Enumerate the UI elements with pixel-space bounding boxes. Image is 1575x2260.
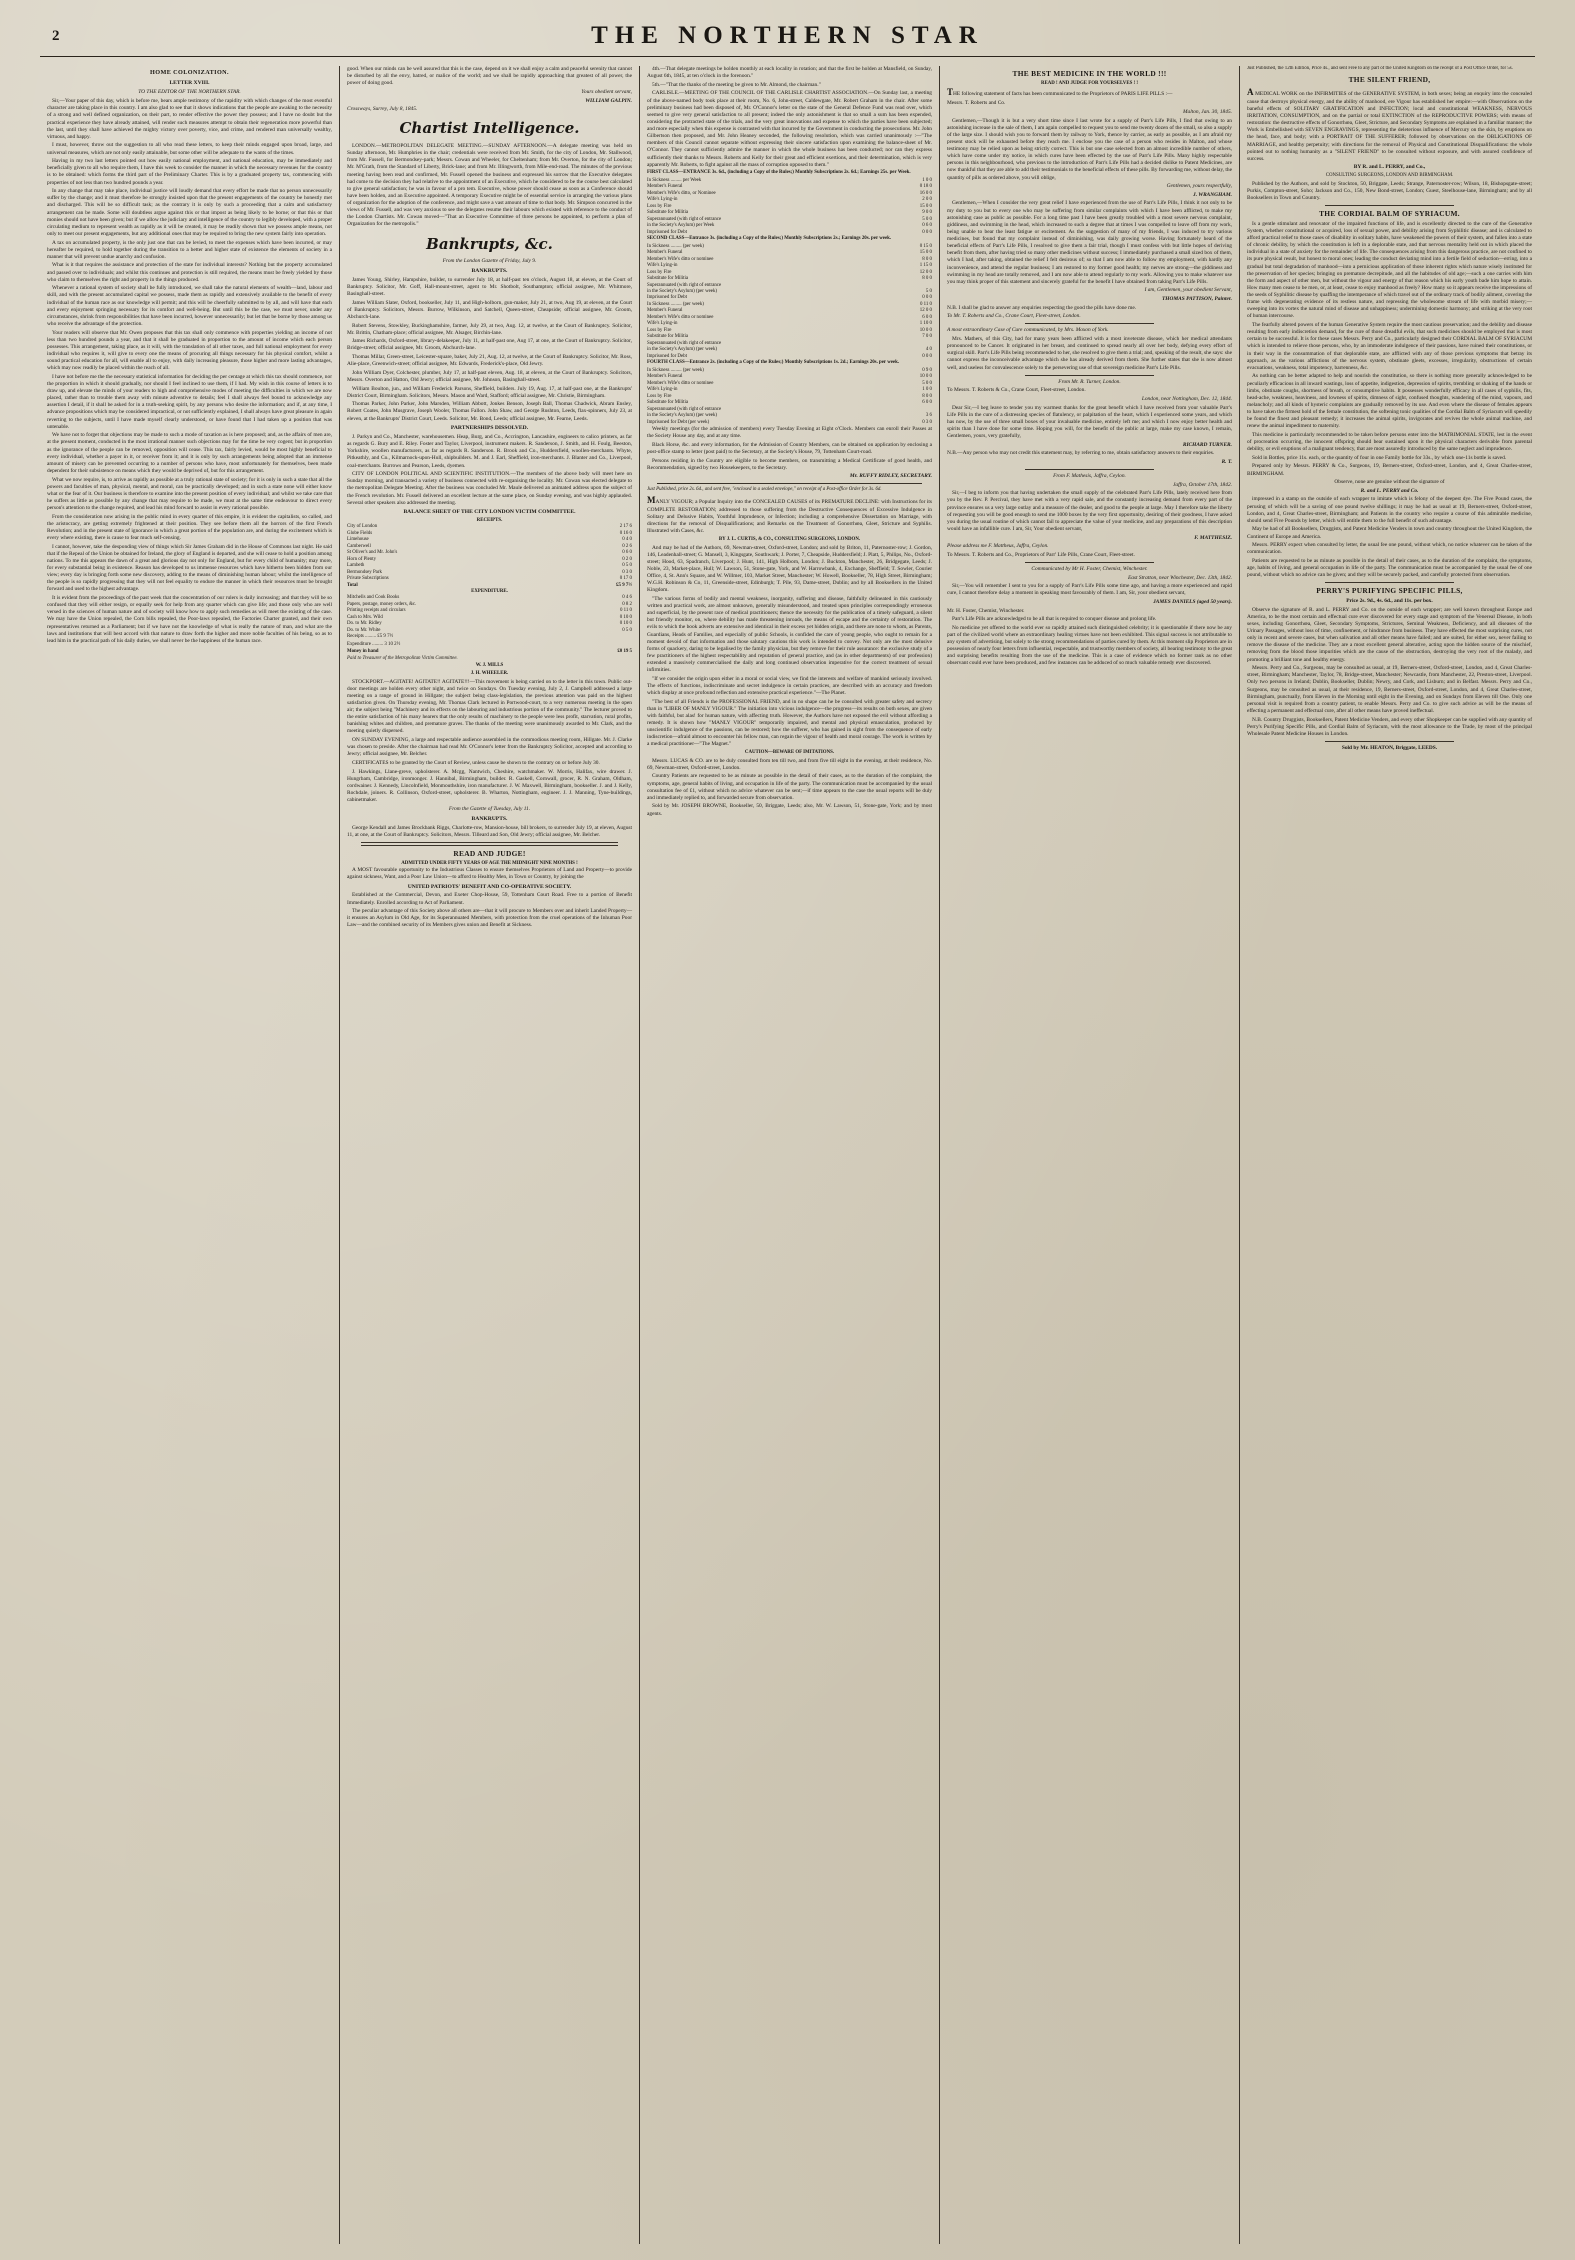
bankrupt-entry: William Boulton, jun., and William Frederick Parsons, Sheffield, builders. July 19, Aug. 17, at half-past one, at the Bankrupts' District Court, Birmingham. Solicitors, Messrs. Mason and Ward, Stafford; official assignee, Mr. Christie, Birmingham. [347,385,632,399]
paragraph: J. Parkyn and Co., Manchester, warehousemen. Heap, Burg, and Co., Accrington, Lancashire, engineers to calico printers, as far as regards G. Bury and E. Riley. Foster and Taylor, Liverpool, instrument makers. R. Sanderson, J. Smith, and H. Foulg, Beeston, Yorkshire, woollen manufacturers, as far as regards R. Sanderson. R. Brook and Co., Huddersfield, woollen-merchants. Whyte, Pitkeathly, and Co., Kilmarnock-upon-Hull, shipbuilders. M. and J. Earl, Sheffield, iron-merchants. J. Blanter and Co., Liverpool, coal-merchants. Burrows and Pearson, Leeds, dyemen. [347,434,632,469]
benefit-label: Wife's Lying-in [647,387,678,393]
benefit-label: Superannuated (with right of entrance [647,216,722,222]
paragraph: Prepared only by Messrs. PERRY & Co., Surgeons, 19, Berners-street, Oxford-street, London, and 4, Great Charles-street, BIRMINGHAM. [1247,463,1532,477]
divider [361,842,618,846]
perry-pills-heading: PERRY'S PURIFYING SPECIFIC PILLS, [1316,586,1463,596]
benefit-label: Member's Wife's ditto or nominee [647,380,714,386]
column-3 [640,66,940,2244]
benefit-value: 12 0 0 [919,308,932,314]
benefit-value: 1 0 0 [922,177,932,183]
benefit-value: 5 0 [925,289,932,294]
expenditure-summary: Expenditure ......... 3 10 2½ [347,641,401,647]
paragraph: Messrs. PERRY expect when consulted by letter, the usual fee one pound, without which, no notice whatever can be taken of the communication. [1247,542,1532,556]
nb-note: N.B.—Any person who may not credit this statement may, by referring to me, obtain satisfactory answers to their enquiries. [947,450,1215,457]
paragraph: No medicine yet offered to the world ever so rapidly attained such distinguished celebrity; it is questionable if there now be any part of the civilized world where an extraordinary healing virtues have not been exhibited. This signal success is not attributable to any system of advertising, but solely to the strong recommendations of parties cured by them. At this moment slip Proprietors are in possession of nearly four letters from influential, respectable, and trustworthy members of society, all bearing testimony to the great and surprising benefits resulting from the use of the medicine. This is a case of evidence which no former rank as no other observant could ever have been produced, and few instances can be adduced of so much valuable remedy ever discovered. [947,624,1232,667]
benefit-label: In Sickness ......... (per week) [647,243,704,249]
paragraph: A MOST favourable opportunity to the Industrious Classes to ensure themselves Proprietors of Land and Property—to provide against sickness, Want, and a Poor Law Union—to afford to Healthy Men, in Town or Country, by joining the [347,866,632,880]
benefit-label: Member's Wife's ditto, or Nominee [647,190,716,196]
read-judge-line: READ ! AND JUDGE FOR YOURSELVES ! ! [1040,80,1139,86]
paragraph: THE following statement of facts has been communicated to the Proprietors of PARIS LIFE PILLS :— [947,86,1173,97]
testimonial-heading: From F. Mathesis, Jaffra, Ceylon. [1053,473,1126,480]
paragraph: Sold by Mr. JOSEPH BROWNE, Bookseller, 50, Briggate, Leeds; also, Mr. W. Lawson, 51, Stone-gate, York; and by most agents. [647,803,932,817]
paragraph: impressed in a stamp on the outside of each wrapper to imitate which is felony of the deepest dye. The Five Pound cases, the perusing of which will be a saving of one pound twelve shillings; it may be had as usual at 19, Berners-street, Oxford-street, London, and 4, Great Charles-street, Birmingham; and Patients in the country who require a course of this admirable medicine, should send Five Pounds by letter, which will entitle them to the full benefit of such advantage. [1247,496,1532,524]
paragraph: J. Hawkings, Llane-greve, upholsterer. A. Mcgg, Nantwich, Cheshire, watchmaker. W. Morris, Halifax, wire drawer. J. Hungrbam, Cambridge, ironmonger. J. Hannibal, Birmingham, builder. R. Gaskell, Cornwall, grocer, R. N. Graham, Oldham, cordwainer. J. Kennedy, Lincolnfield, Monmouthshire, iron manufacturer. J. W. Maxwell, Birmingham, bookseller. J. and J. Kelly, Rochdale, joiners. R. Collinson, Oxford-street, upholsterer. B. Wharton, Nottingham, engineer. J. J. Manning, Tyne-buildings, cabinetmaker. [347,768,632,804]
benefit-value: 0 11 0 [919,301,932,307]
paragraph: I have not before me the the necessary statistical information for deciding the per centage at which this tax should commence, nor the proportion in which it should gradually, nor should I feel inclined to use them, if I had. My wish in this course of letters is to draw up, and elevate the minds of your readers to high and comprehensive modes of meeting the difficulties in which we are now placed, rather than to trouble them away with minute adventive to details; feel I shall always feel bound to acknowledge any assertion I detail, if it shall be asked for in a truth-seeking spirit, by any persons who desire the information; and if, at any time, I advance propositions which may be considered impractical, or not sufficiently explained, I shall always have great pleasure in again reverting to the subjects, until I have made myself clearly understood, or have found that I had taken up a position that was untenable. [47,373,332,430]
receipt-value: 2 17 6 [619,524,632,530]
first-class-table [647,178,932,236]
paragraph: Your readers will observe that Mr. Owen proposes that this tax shall only commence with properties yielding an income of not less than two hundred pounds a year, and that it shall be graduated in proportion to the amount of income which each person possesses. This arrangement, taking place, as it will, with the translation of all other taxes, and full national employment for every individual who requires it, will give to every one the means of procuring all things necessary for his physical comfort, whilst a sound practical education for all, will enable all to enjoy, with daily increasing pleasure, those higher and more lasting advantages, which may now readily be placed within the reach of all. [47,329,332,372]
letter-date: Malton, Jan. 30, 1845. [1183,108,1232,115]
benefit-value: 3 6 [925,413,932,419]
benefit-label: Imprisoned for Debt [647,229,687,235]
benefit-value: 0 9 0 [922,367,932,373]
second-class-heading: SECOND CLASS—Entrance 3s. (including a Copy of the Rules;) Monthly Subscriptions 2s.; Earnings 20s. per week. [647,236,892,242]
united-patriots-heading: UNITED PATRIOTS' BENEFIT AND CO-OPERATIVE SOCIETY. [407,883,572,890]
publication-note: Just Published, the 12th Edition, Price 4s., and sent Free to any part of the United Kingdom on the receipt of a Post Office Order, for 5s. [1247,66,1513,71]
benefit-label: Member's Funeral [647,250,683,256]
paragraph: Sir,—I beg to inform you that having undertaken the small supply of the celebrated Parr's Life Pills, lately received here from you by the Rev. P. Percival, they have met with a very rapid sale, and the constantly increasing demand from every part of the province ensures us a very large outlay and a measure of the dealer, and good to the people at large. May I therefore take the liberty of requesting you will be good enough to send me 1000 boxes by the very first opportunity, desiring of their goodness, I have asked you during the usual routine of which cannot fail to appreciate the value of your medicine, and any preparations of this description would have an infallible cure. I am, Sir, Your obedient servant, [947,490,1232,532]
receipt-value: 0 2 6 [622,543,632,549]
benefit-label: Substitute for Militia [647,400,689,406]
receipt-value: 0 3 0 [622,569,632,575]
read-and-judge-heading: READ AND JUDGE! [453,848,526,858]
benefit-value: 16 0 0 [919,190,932,196]
paragraph: Whenever a rational system of society shall be fully introduced, we shall take the natural elements of wealth—land, labour and skill, and with the present accumulated capital we possess, made them as rapidly and extensively available to the benefit of every individual of the human race as our knowledge will permit; and this will be cheerfully submitted to by all, and will have that each and every enjoyment springing necessary for its comfort and well-being. But until this be the case, we must never, under any circumstances, shrink from responsibilities that have been incurred, however unnecessarily; but let that be borne by those among us who receive the advantage of the protection. [47,285,332,327]
benefit-value: 7 0 0 [922,334,932,340]
benefit-label: Substitute for Militia [647,210,689,216]
third-class-table [647,302,932,360]
valediction: I am, Gentlemen, your obedient Servant, [1144,287,1232,294]
paragraph: What we now require, is, to arrive as rapidly as possible at a truly rational state of society; for it is only in such a state that all the powers and faculties of man, physical, mental, and moral, can be practically developed; and in such a state none will either know what or the fear of it. Our business is therefore to examine into the present position of every individual; and whilst we take care that he suffers as little as possible by any change that may require to be made, we must at the same time endeavour to direct every person's attention to the change required, and lead his mind forward to assist in every rational possible. [47,476,332,512]
receipts-total-label: Total [347,582,358,588]
signature: THOMAS PATTISON, Painter. [1162,296,1232,303]
benefit-value: 1 10 0 [919,321,932,327]
benefit-label: Loss by Fire [647,393,672,399]
benefit-label: Member's Wife's ditto or nominee [647,256,714,262]
benefit-value: 0 0 0 [922,353,932,359]
paragraph: A MEDICAL WORK on the INFIRMITIES of the GENERATIVE SYSTEM, in both sexes; being an enquiry into the concealed cause that destroys physical energy, and the ability of manhood, ere Vigour has established her empire:—with Observations on the baneful effects of SOLITARY GRATIFICATION and INFECTION; local and constitutional WEAKNESS, NERVOUS IRRITATION, CONSUMPTION, and on the partial or total EXTINCTION of the REPRODUCTIVE POWERS; with means of restoration: the destructive effects of Gonorrhœa, Gleet, Stricture, and Secondary Symptoms are explained in a familiar manner; the Work is Embellished with SEVEN ENGRAVINGS, representing the deleterious influence of Mercury on the skin, by eruptions on the head, face, and body; with a PORTRAIT OF THE SUFFERER; followed by observations on the OBLIGATIONS OF MARRIAGE, and healthy perpetuity; with directions for the removal of Physical and Constitutional Disqualifications: the whole pointed out to nothing humanity as a "SILENT FRIEND" to be consulted without exposure, and with assured confidence of success. [1247,86,1532,162]
caution-heading: CAUTION—BEWARE OF IMITATIONS. [744,750,835,755]
signature: F. MATTHESIZ. [1194,534,1232,541]
divider [1025,323,1153,324]
receipts-summary: Receipts ......... £5 9 7½ [347,633,394,639]
expense-label: Cash to Mrs. Wild [347,614,383,620]
letter-date: Jaffra, October 17th, 1842. [1173,481,1232,488]
benefit-label: Loss by Fire [647,327,672,333]
benefit-label: Substitute for Militia [647,276,689,282]
benefit-value: 0 15 0 [919,243,932,249]
paragraph: LONDON.—METROPOLITAN DELEGATE MEETING.—SUNDAY AFTERNOON.—A delegate meeting was held on Sunday afternoon, Mr. Humphries in the chair; credentials were received from Mr. Smith, for the city of London, Mr. Stallwood, from Mr. Fussell, for Bermondsey-park; Messrs. Cowan and Wheeler, for Cheltenham; from Mr. Overton, for the city of London; Mr. M'Grath, from the Standard of Liberty, Brick-lane; and from Mr. Illingworth, from Mile-end-road. The minutes of the previous meeting having been read and confirmed, Mr. Fussell opened the business and expressed his sorrow that the Executive delegates had come to the decision they had relative to the appointment of an Executive, which he considered to be the course best calculated to give general satisfaction; he was in favour of a pro tem. Executive, whose power should cease as soon as a Conference should have been holden, and an Executive appointed. A temporary Executive might be of essential service in arranging the various plans of organization for the adoption of the conference, and might save a vast amount of time to that body. Mr. Simpson concurred in the views of Mr. Fussell, and was very anxious to see the delegates resume their labours which existed with reference to the conduct of the London Chartists. Mr. Cowan moved—"That an Executive Committee of three persons be appointed, to perform a plan of Organization for the metropolis." [347,143,632,228]
benefit-value: 10 0 0 [919,327,932,333]
fourth-class-table [647,368,932,426]
benefit-value: 6 0 0 [922,400,932,406]
expense-label: Papers, postage, money orders, &c. [347,601,417,607]
receipt-label: Horn of Plenty [347,556,377,562]
benefit-value: 1 15 0 [919,263,932,269]
benefit-label: Loss by Fire [647,203,672,209]
receipt-label: Globe Fields [347,530,373,536]
receipt-value: 0 2 0 [622,556,632,562]
paragraph: From the consideration now arising in the public mind in every quarter of this empire, it is evident the capitalists, so called, and the aristocracy, are getting extremely frightened at their position. They see before them all the horrors of the first French Revolution; and in the present state of ignorance in which a great portion of the population are, and during the excitement which is every where existing, there is cause to fear much self-censing. [47,513,332,542]
balance-value: £0 19 5 [617,649,632,655]
benefit-value: 8 0 0 [922,256,932,262]
benefit-label: in the Society's Asylum) per Week [647,223,715,229]
paragraph: Gentlemen,—When I consider the very great relief I have experienced from the use of Parr's Life Pills, I think it not only to be my duty to you but to every one who may be suffering from similar complaints with which I have been afflicted, to make my astonishing case as public as possible. For a long time past I have been greatly troubled with a most severe nervous complaint, giddiness, and swimming in the head, which increased to such a degree that at times I was compelled to leave off from my work, being unable to bear the least fatigue or excitement. As the suggestion of many of my friends, I was induced to try various medicines, but found that my complaint instead of diminishing, was daily growing worse. Having fortunately heard of the beneficial effects of Parr's Life Pills, I resolved to give them a fair trial, though I must confess with but little hopes of deriving benefit from them, after having tried so many other medicines without success; I immediately purchased a small sized box of them, which I had, after taking, obtained the relief I felt desirous of; so that I am now able to follow my employment, with hardly any inconvenience, and attend the regular business; I am restored to my former good health; my nerves are strong—the giddiness and swimming in my head are totally removed, and I am now able to attend regularly to my work. Allowing you to make whatever use you may think proper of this statement and sincerely grateful for the benefit I have obtained from taking Parr's Life Pills. [947,200,1232,285]
benefit-label: Imprisoned for Debt [647,353,687,359]
nb-note: N.B. I shall be glad to answer any enquiries respecting the good the pills have done me. [947,304,1137,311]
benefit-value: 5 0 0 [922,216,932,222]
benefit-value: 10 0 0 [919,374,932,380]
author-line: BY J. L. CURTIS, & CO., CONSULTING SURGEONS, LONDON. [718,536,861,542]
paragraph: 5th.—"That the thanks of the meeting be given to Mr. Almond, the chairman." [652,81,821,88]
benefit-label: in the Society's Asylum) (per week) [647,347,718,353]
paragraph: What is it that requires the assistance and protection of the state for individual interests? Nothing but the property accumulated and passed over to individuals; and whilst this continues and protection is still required, the means must be freely yielded by those who claim to themselves the right and property in the things produced. [47,262,332,283]
receipt-label: Lambeth [347,563,365,569]
benefit-label: in the Society's Asylum) (per week) [647,289,718,294]
benefit-value: 0 18 0 [919,184,932,190]
paragraph: It is evident from the proceedings of the past week that the concentration of our rulers is daily increasing; and that they will be so confused that they will either resign, or equally seek for help from any quarter which can give life; and those only who are well versed in the sciences of human nature and of society will know how to apply such remedies as will meet the existing of the case. We may have the Union repealed, the Corn bills repealed, the Poor-laws repealed, the Factories Charter granted, and their own representatives returned as a Parliament; but if we have not the knowledge of what is really the nature of man, and what are the laws and institutions that will best accord with that nature to draw forth the higher and more noble faculties of his being, so as to lead him in the practical path of his daily duties, we shall never be the happiness of the human race. [47,595,332,644]
benefit-label: Imprisoned for Debt [647,295,687,301]
bankrupts-title: Bankrupts, &c. [426,234,553,253]
paragraph: STOCKPORT.—AGITATE! AGITATE!! AGITATE!!!—This movement is being carried on to the letter in this town. Public out-door meetings are holden every other night, and twice on Sundays. On Tuesday evening, July 2, J. Campbell addressed a large meeting on a range of ground in Hillgate; the subject being class-legislation, the previous attention was paid on the highest satisfaction given. On Thursday evening, Mr. Thomas Clark lectured in Portwood-court, to a very numerous meeting in the open air; the subject being "Machinery and its effects on the labouring and industrious portion of the community." The lecturer proved to the entire satisfaction of his many hearers that the only results of machinery to the people were less profit, starvation, rural profits, banishing whites and children, and premature graves. The thanks of the meeting were unanimously awarded to Mr. Clark, and the meeting quietly dispersed. [347,678,632,735]
benefit-value: 4 0 [925,347,932,353]
benefit-label: Substitute for Militia [647,334,689,340]
benefit-label: Superannuated (with right of entrance [647,282,722,288]
signature: J. WRANGHAM. [1193,191,1232,198]
benefit-label: Wife's Lying-in [647,197,678,203]
bankrupt-entry: James Young, Shirley, Hampshire, builder, to surrender July 18, at half-past ten o'clock, August 18, at eleven, at the Court of Bankruptcy. Solicitor, Mr. Goff, Hall-mount-street, agent to Mr. Shotbolt, Southampton; official assignee, Mr. Whitmore, Basinghall-street. [347,276,632,298]
benefit-label: In Sickness ......... (per week) [647,367,704,373]
article-columns [40,66,1539,2244]
masthead-title: THE NORTHERN STAR [591,22,984,49]
manly-vigour-ad: MANLY VIGOUR; a Popular Inquiry into the CONCEALED CAUSES of its PREMATURE DECLINE: with Instructions for its COMPLETE RESTORATION; addressed to those suffering from the Destructive Consequences of Excessive Indulgence in Solitary and Delusive Habits, Youthful Imprudence, or Infection; including a comprehensive Dissertation on Marriage, with directions for the removal of Disqualifications; and Remarks on the Treatment of Gonorrhœa, Gleet, Stricture and Syphilis. Illustrated with Cases, &c. [647,495,932,535]
paragraph: Sold in Bottles, price 11s. each, or the quantity of four in one Family bottle for 33s., by which one-11s bottle is saved. [1252,454,1507,461]
benefit-value: 9 0 0 [922,210,932,216]
benefit-label: Member's Funeral [647,308,683,314]
expenditure-table [347,595,632,634]
receipts-heading: RECEIPTS. [476,518,503,524]
signature: R. and L. PERRY and Co. [1360,487,1419,494]
masthead-rule [40,56,1535,57]
benefit-value: 15 0 0 [919,250,932,256]
letter-place-date: Crossways, Surrey, July 8, 1845. [347,106,418,113]
paragraph: Black Horse, &c. and every information, for the Admission of Country Members, can be obtained on application by enclosing a post-office stamp to letter (post paid) to the Secretary, at the Society's House, 79, Tottenham Court-road. [647,441,932,455]
consulting-surgeons-line: CONSULTING SURGEONS, LONDON AND BIRMINGHAM. [1325,173,1454,179]
second-class-table [647,244,932,302]
receipt-label: St Oliver's and Mr. John's [347,550,398,556]
price-line: Price 2s. 9d., 4s. 6d., and 11s. per box. [1346,598,1433,605]
paragraph: Published by the Authors, and sold by Stockton, 50, Briggate, Leeds; Strange, Paternoster-row; Wilson, 18, Bishopsgate-street; Purkis, Compton-street, Soho; Jackson and Co., 150, New Bond-street, London; Guest, Steelhouse-lane, Birmingham; and by all Booksellers in Town and Country. [1247,180,1532,201]
divider [1025,375,1153,376]
paragraph: We have not to forget that objections may be made to such a mode of taxation as is here proposed; and, as the affairs of men are, at the present moment, conducted in the most irrational manner such objections may for the time be very cogent; but in proportion as the ignorance of the people can be removed, opposition will cease. This tax, fairly levied, would be most highly beneficial to every individual, whether a payer in it, or receiver from it; and it is only by such arrangements being adopted that an immense amount of misery can be prevented occurring to a number of persons who have, most unfortunately for themselves, been made dependent for their subsistence on means which they would be deprived of, but for this arrangement. [47,432,332,474]
testimonial-heading: From Mr. R. Turner, London. [1058,378,1121,385]
addressee: To Messrs. T. Roberts and Co., Proprietors of Parr' Life Pills, Crane Court, Fleet-street. [947,551,1135,558]
partnerships-heading: PARTNERSHIPS DISSOLVED. [450,425,529,432]
addressee: Messrs. T. Roberts and Co. [947,100,1006,107]
addressee: To Messrs. T. Roberts & Co., Crane Court, Fleet-street, London. [947,387,1086,394]
paragraph: I must, however, throw out the suggestion to all who read these letters, to keep their minds engaged upon broad, large, and universal measures, which are not only easily attainable, but some other will be adequate to the wants of the times. [47,142,332,156]
paragraph: Established at the Commercial, Devon, and Exeter Chop-House, 59, Tottenham Court Road. Free to a portion of Benefit Immediately. Enrolled according to Act of Parliament. [347,892,632,906]
paragraph: Having in my two last letters pointed out how easily national employment, and national education, may be immediately and beneficially given to all who require them, I have this week to consider the manner in which the necessary revenues for the country is to be obtained: which forms the third part of the Preliminary Charter. This is by a graduated property tax, commencing with properties of not less than two hundred pounds a year. [47,158,332,186]
benefit-label: In Sickness ......... (per week) [647,301,704,307]
receipt-label: Camberwell [347,543,371,549]
benefit-label: Member's Funeral [647,374,683,380]
col1-to-editor: TO THE EDITOR OF THE NORTHERN STAR. [138,89,241,96]
expense-label: Do. to Mr. Ridley [347,621,382,627]
receipts-total-value: £5 9 7½ [616,582,632,588]
column-5 [1240,66,1539,2244]
divider [1325,205,1453,206]
gazette-heading: From the Gazette of Tuesday, July 11. [448,806,531,813]
receipt-value: 0 4 0 [622,537,632,543]
benefit-value: 12 0 0 [919,269,932,275]
bankrupt-entry: James Richards, Oxford-street, library-delakeeper, July 11, at half-past one, Aug 17, at one, at the Court of Bankruptcy. Solicitor, Bridge-street; official assignee, Mr. Groom, Abchurch-lane. [347,338,632,352]
paragraph: Mrs. Mathers, of this City, had for many years been afflicted with a most inveterate disease, which her medical attendants pronounced to be Cancer. It originated in her breast, and continued to spread nearly all over her body, defying every effort of surgical skill. Parr's Life Pills being recommended to her, she resolved to give them a trial; and, speaking of the result, she says: she cannot express the inconceivable advantage which she has already derived from them. She further states that she is now almost well, and useless for convalescence solely to the persevering use of that sovereign medicine Parr's Life Pills. [947,336,1232,371]
paragraph: Messrs. LUCAS & CO. are to be duly consulted from ten till two, and from five till eight in the evening, at their residence, No. 69, Newman-street, Oxford-street, London. [647,757,932,771]
column-4 [940,66,1240,2244]
paragraph: "The various forms of bodily and mental weakness, inorganity, suffering and disease, faithfully delineated in this cautiously written and practical work, are almost unknown, generally misunderstood, and treated upon principles correspondingly erroneous and superficial, by the present race of medical practitioners; thence the necessity for the publication of a timely safeguard, a silent but friendly monitor, on, where debility has made threatening inroads, the means of escape and the certainty of restoration. The evils to which the book adverts are extensive and identical in their excess yet hidden origin, and there are none to whom, as Parents, Guardians, Heads of Families, and especially of public Schools, is confided the care of young people, who ought to remain for a moment devoid of that information and those salutary cautions this work is intended to convey. Not only are the most delusive forms of quackery, daring to be legalised by the family physician, but they remove for their rule assurance: the exclusive study of a few practitioners of the highest respectability and reputation of general practice, and (as in other departments) of our profession) extended a massively commercialised the daily and long continued observation imperative for the correct treatment of sexual infirmities. [647,595,932,674]
bankrupt-entry: Robert Stevens, Stowkley, Buckinghamshire, farmer, July 29, at two, Aug. 12, at twelve, at the Court of Bankruptcy. Solicitor, Mr. Brittin, Chatham-place; official assignee, Mr. Alsager, Birchin-lane. [347,322,632,336]
valediction: Gentlemen, yours respectfully, [1166,183,1232,190]
chemist-line: Mr. H. Foster, Chemist, Winchester. [947,607,1025,614]
expense-label: Printing receipts and circulars [347,608,406,614]
benefit-label: Wife's Lying-in [647,321,678,327]
expense-value: 0 5 0 [622,627,632,633]
bankrupts-source: From the London Gazette of Friday, July 9. [442,258,537,265]
benefit-value: 15 0 0 [919,203,932,209]
communicated-by: Communicated by Mr H. Foster, Chemist, Winchester. [1031,565,1148,572]
paragraph: A tax on accumulated property, is the only just one that can be levied, to meet the expenses which have been incurred, or may hereafter be required, to hold together during the transition to a better and higher state of existence the elements of society in a manner that will prevent undue anarchy and confusion. [47,239,332,260]
divider [1325,582,1453,583]
benefit-value: 8 0 0 [922,393,932,399]
expense-value: 0 10 0 [619,621,632,627]
paragraph: CERTIFICATES to be granted by the Court of Review, unless cause be shown to the contrary on or before July 30. [352,759,600,766]
paragraph: May be had of all Booksellers, Druggists, and Patent Medicine Venders in town and country throughout the United Kingdom, the Continent of Europe and America. [1247,526,1532,540]
silent-friend-heading: THE SILENT FRIEND, [1348,75,1431,85]
paragraph: Sir,—You will remember I sent to you for a supply of Parr's Life Pills some time ago, and having a more experienced and rapid cure, I cannot therefore delay a moment in speaking most favourably of them. I am, Sir, your obedient servant, [947,583,1232,597]
expense-label: Mitchells and Cook Books [347,595,400,601]
best-medicine-heading: THE BEST MEDICINE IN THE WORLD !!! [1012,69,1167,78]
address-note: Please address me F. Mattheus, Jaffra, Ceylon. [947,543,1049,550]
paragraph: "The best of all Friends is the PROFESSIONAL FRIEND, and in no shape can he be consulted with greater safety and secrecy than in "LIBER OF MANLY VIGOUR." The initiation into vicious indulgence—the progress—its results on both sexes, are given with faithful, but alas! for human nature, with affecting truth. However, the Authors have not exposed the evil without affording a remedy. It is shown how "MANLY VIGOUR" temporarily impaired, and mental and physical emasculation, produced by unscientific indulgence of the passions, can be restored; how the sufferer, who has gained in sight from the consequence of early indiscretion—afraid almost to encounter his fellow man, can regain the vigour of health and moral courage. The work is written by a medical practitioner—"The Magnet." [647,698,932,748]
receipt-label: City of London [347,524,378,530]
paragraph: In any change that may take place, individual justice will loudly demand that every effort be made that no person unnecessarily suffer by the change; and it must therefore be strongly insisted upon that the present engagements of the country be honestly met and discharged. This will be so difficult task; as the contrary it is only by such a proceeding that a calm and satisfactory arrangement can be made. Some will doubtless argue against this or that impost as being likely to be borne; or that this or that monies should not have been given; but if we allow the judiciary and intelligence of the country to legibly developed, with a proper circulating medium to represent wealth as rapidly as it will be created, it may be readily shown that we possess ample means, not only to meet our present engagements, but any additional ones that may be required to bring the new system fairly into operation. [47,188,332,237]
paragraph: Sir,—Your paper of this day, which is before me, bears ample testimony of the rapidity with which changes of the most eventful character are taking place in this country. I am also glad to see that it shows indications that the people are awaking to the necessity of a strong and well defined organization, on their part, to render effective the power they possess; and I have no doubt but the practical experience they have already attained, will render such measures attempt to obtain their regeneration more powerful than the last, until they shall have achieved the mighty victory over poverty, vice, and crime, and rendered man universally wealthy, virtuous, and happy. [47,98,332,140]
cordial-balm-heading: THE CORDIAL BALM OF SYRIACUM. [1319,209,1460,219]
bankrupt-entry: Thomas Millar, Green-street, Leicester-square, baker, July 21, Aug. 12, at twelve, at the Court of Bankruptcy. Solicitor, Mr. Ross, Alie-place, Greenwich-street; official assignee, Mr. Edwards, Frederick's-place, Old Jewry. [347,354,632,368]
benefit-value: 0 6 0 [922,223,932,229]
chartist-intelligence-title: Chartist Intelligence. [399,119,580,138]
paragraph: As nothing can be better adapted to help and nourish the constitution, so there is nothing more generally acknowledged to be peculiarly efficacious in all inward wastings, loss of appetite, indigestion, depression of spirits, trembling or shaking of the hands or limbs, obstinate coughs, shortness of breath, or consumptive habits. It possesses wonderfully efficacy in all cases of syphilis, fits, head-ache, weakness, heaviness, and lowness of spirits, dimness of sight, confused thoughts, wandering of the mind, vapours, and melancholy; and all kinds of hysteric complaints are gradually removed by its use. And even where the disease of females appears to have taken the firmest hold of the female constitution, the softening tonic qualities of the Cordial Balm of Syriacum will speedily be found the finest and pleasant remedy; it increases the animal spirits, invigorates and revives the whole animal machine, and renew the animal impediment to maternity. [1247,373,1532,430]
paragraph: Gentlemen,—Though it is but a very short time since I last wrote for a supply of Parr's Life Pills, I find that owing to an astonishing increase in the sale of them, I am again compelled to request you to send me twenty dozen of the small, so also a supply of the large size. I should wish you to forward them by railway to York, thence by carrier, as early as possible, as I am afraid my present stock will be exhausted before they reach me. I enclose you the case of a person who resides in Malton, and whose testimony may be relied upon as being strictly correct. This is but one case selected from an almost incredible number of others, which have come under my notice, in which cures have been effected by the use of Parr's Life Pills. Many highly respectable persons in this neighbourhood, who previous to the introduction of Parr's Life Pills had a decided dislike to Patent Medicines, are now thankful that they are able to add their testimonials to the beneficial effects of these pills. By forwarding me, without delay, the quantity of pills as ordered above, you will oblige, [947,117,1232,181]
divider [1325,741,1453,742]
benefit-value: 0 0 0 [922,229,932,235]
paragraph: "If we consider the origin upon either in a moral or social view, we find the interests and welfare of mankind seriously involved. The effects of functions, indiscriminate and secret indulgence in certain practices, are described with an accuracy and freedom which display at once profound reflection and extensive practical experience."—The Planet. [647,675,932,696]
paragraph: Country Patients are requested to be as minute as possible in the detail of their cases, as to the duration of the complaint, the symptoms, age, general habits of living, and occupation in life of the party. The communication must be accompanied by the usual consultation fee of £1, without which no advice whatever can be sent;—if time appears to the case the usual reports will be duly and immediately replied to, and forwarded secure from observation. [647,773,932,801]
paragraph: 4th.—That delegate meetings be holden monthly at each locality in rotation; and that the first be holden at Mansfield, on Sunday, August 6th, 1845, at ten o'clock in the forenoon." [647,66,932,80]
col1-heading: HOME COLONIZATION. [150,69,229,76]
benefit-label: Superannuated (with right of entrance [647,340,722,346]
bankrupts2-heading: BANKRUPTS. [471,815,508,822]
signature: JAMES DANIELS (aged 50 years). [1153,598,1232,605]
letter-signature: WILLIAM GALPIN. [585,97,632,104]
paragraph: And may be had of the Authors, 69, Newman-street, Oxford-street, London; and sold by Briton, 11, Paternoster-row; J. Gordon, 146, Leadenhall-street; G. Mansell, 3, Kingsgate, Southwark; J. Porter, 7, Cheapside, Huddersfield; J. Platt, 5, Philips, No., Oxford-street; Hood, 63, Spadranch, Liverpool; J. Hunt, 141, High Holborn, London; J. Buckton, Manchester, 26, Bridgegate, Leeds; J. Noble, 23, Market-place, Hull; W. Lawson, 51, Stone-gate, York, and W. Harrowbank, 4, Exchange, Sheffield; T. Sowler, Courier Office, 4, St. Ann's Square, and W. Willmer, 103, Market Street, Manchester; W. Howell, Bookseller, 78, High Street, Birmingham; W.G.H. Robinson & Co, 11, Greenside-street, Edinburgh; T. Pile, 93, Dame-street, Dublin; and by all Booksellers in the United Kingdom. [647,544,932,594]
letter-valediction: Yours obedient servant, [581,88,632,95]
paragraph: The fearfully altered powers of the human Generative System require the most cautious preservation; and the debility and disease resulting from early indiscretion demand, for the cure of those dreadful evils, that such medicines should be employed that is most certain to be successful. It is for these cases Messrs. Perry and Co., particularly designed their CORDIAL BALM OF SYRIACUM which is intended to relieve those persons, who, by an immoderate indulgence of their passions, have ruined their constitutions, or in their way in the consummation of that deplorable state, are afflicted with any of those previous symptoms that betray its approach, as the various afflictions of the nervous system, obstinate gleets, excesses, irregularity, obstructions of certain evacuations, weakness, total impotency, barrenness, &c. [1247,322,1532,371]
letter-date: East Stratton, near Winchester, Dec. 13th, 1842. [1127,574,1232,581]
benefit-value: 0 0 0 [922,295,932,301]
receipt-value: 0 5 0 [622,563,632,569]
paragraph: Parr's Life Pills are acknowledged to be all that is required to conquer disease and prolong life. [952,616,1157,623]
paragraph: Observe the signature of R. and L. PERRY and Co. on the outside of each wrapper; are well known throughout Europe and America, to be the most certain and effectual cure ever discovered for every stage and symptom of the Venereal Disease, in both sexes, including Gonorrhœa, Gleet, Secondary Symptoms, Strictures, Seminal Weakness, Deficiency, and all diseases of the Urinary Passages, without loss of time, confinement, or hindrance from business. They have effected the most surprising cures, not only in recent and severe cases, but when salivation and all other means have failed; and are suited, for either sex, never failing to remove the disease of the medicine. They are a most excellent general alterative, acting upon the hidden source of the mischief, removing from the blood those impurities which are the cause of the obstruction, destroying the very root of the malady, and promoting a brilliant tone and healthy energy. [1247,606,1532,663]
column-1 [40,66,340,2244]
signature: RICHARD TURNER. [1182,441,1232,448]
paragraph: Patients are requested to be as minute as possible in the detail of their cases, as to the duration of the complaint, the symptoms, age, habits of living, and general occupation in life of the party. The communication must be accompanied by the usual fee of one pound, without which no advice can be given; and they will be securely packed, and carefully protected from observation. [1247,557,1532,579]
testimonial-heading: A most extraordinary Case of Cure communicated, by Mrs. Moxon of York. [947,327,1109,334]
paragraph: George Kendall and James Brockbank Riggs, Charlotte-row, Mansion-house, bill brokers, to surrender July 19, at eleven, August 11, at one, at the Court of Bankruptcy. Solicitors, Messrs. Tilleard and Son, Old Jewry; official assignee, Mr. Belcher. [347,824,632,838]
receipt-value: 0 16 0 [619,530,632,536]
expense-value: 0 11 0 [619,608,632,614]
benefit-value: 5 0 0 [922,380,932,386]
signer-2: J. H. WHEELER. [470,670,509,676]
address-line: To Mr. T. Roberts and Co., Crane Court, Fleet-street, London. [947,313,1081,320]
paragraph: CITY OF LONDON POLITICAL AND SCIENTIFIC INSTITUTION.—The members of the above body will meet here on Sunday morning, and transacted a variety of business connected with re-organising the locality. Mr. Cowan was elected delegate to the metropolitan Delegate Meeting. After the business was concluded Mr. Maule delivered an animated address upon the subject of the French revolution. Mr. Fussell delivered an excellent lecture at the same place, on Sunday evening, and was highly applauded. Several other speakers also addressed the meeting. [347,471,632,506]
benefit-label: Member's Wife's ditto or nominee [647,314,714,320]
expense-value: 0 8 2 [622,601,632,607]
benefit-label: Superannuated (with right of entrance [647,406,722,412]
expenditure-heading: EXPENDITURE. [471,589,508,595]
benefit-label: Wife's Lying-in [647,263,678,269]
receipts-table [347,524,632,589]
bankrupts-heading: BANKRUPTS. [471,267,508,274]
paragraph: This medicine is particularly recommended to be taken before persons enter into the MATRIMONIAL STATE, lest in the event of procreation occurring, the innocent offspring should bear sustained upon it the physical characters derivable from parental debility, or evil eruptions of a malignant tendency, that are most assuredly introduced by the same neglect and imprudence. [1247,431,1532,453]
benefit-value: 2 0 0 [922,197,932,203]
paragraph: Dear Sir,—I beg leave to tender you my warmest thanks for the great benefit which I have received from your valuable Parr's Life Pills in the cure of a distressing species of flatulency, or palpitation of the heart, which I experienced some years, and which has now, by the use of three small boxes of your invaluable medicine, entirely left me; and which I now enjoy better health and spirits than I have done for some time. Hoping you will, for the benefit of the public at large, make my case known, I remain, Gentlemen, yours, very gratefully, [947,404,1232,440]
receipt-label: Limehouse [347,537,369,543]
read-and-judge-sub: ADMITTED UNDER FIFTY YEARS OF AGE THE MIDNIGHT NINE MONTHS ! [401,860,578,866]
author-line: BY R. and L. PERRY, and Co., [1353,164,1426,171]
paragraph: N.B. Country Druggists, Booksellers, Patent Medicine Venders, and every other Shopkeeper can be supplied with any quantity of Perry's Purifying Specific Pills, and Cordial Balm of Syriacum, with the most allowance to the Trade, by most of the principal Wholesale Patent Medicine Houses in London. [1247,716,1532,737]
paragraph: I cannot, however, take the desponding view of things which Sir James Graham did in the House of Commons last night. He said that if the Repeal of the Union be obtained for Ireland, the glory of England is departed, and she will cease to hold a position among nations. To me this appears the dawn of a great and glorious day not only for England, but for every child of humanity; may more, for every substantial being in existence. Reason has developed to us immense resources which have hitherto been hidden from our view; every day is bringing forth some new discovery, adding to the means of diminishing human labour; whilst the intelligence of the people is so rapidly progressing that they will not feel equality to endure the manner in which their resources must be brought forward and used to the highest advantage. [47,543,332,593]
benefit-label: Imprisoned for Debt (per week) [647,419,710,425]
expense-label: Do. to Mr. White [347,627,381,633]
balance-note: Paid to Treasurer of the Metropolitan Victim Committee. [347,655,458,661]
fourth-class-heading: FOURTH CLASS—Entrance 2s. (including a Copy of the Rules;) Monthly Subscriptions 1s. 2d.; Earnings 20s. per week. [647,360,900,366]
balance-label: Money in hand [347,649,379,655]
first-class-heading: FIRST CLASS—ENTRANCE 3s. 6d., (including a Copy of the Rules;) Monthly Subscriptions 2s. 6d.; Earnings 25s. per Week. [647,170,911,176]
column-2 [340,66,640,2244]
secretary-signature: Mr. RUFFY RIDLEY, SECRETARY. [849,473,932,480]
sold-by-line: Sold by Mr. HEATON, Briggate, LEEDS. [1341,744,1438,751]
initials: R. T. [1221,458,1232,465]
benefit-label: in the Society's Asylum) (per week) [647,413,718,419]
benefit-value: 1 0 0 [922,387,932,393]
paragraph: Is a gentle stimulant and renovator of the impaired functions of life, and is excellently directed to the cure of the Generative System, whether constitutional or acquired, loss of sexual power, and debility arising from Syphilitic disease; and is calculated to afford practical relief to those cases of disability in solitary habits, have weakened the powers of their system, and fallen into a state of chronic debility, by which the constitution is left in a deplorable state, and that nervous mentality held out in which placed the individual in a state of anxiety for the remainder of life. The consequences arising from this dangerous practice, are not confined to its pure physical result, but honest to moral ones; leading the conduct deviating mind into a fertile field of seduction—erring, into a gradual but total degradation of manhood—into a pernicious application of those inherent rights which nature wisely instituted for the preservation of her species; bringing on premature decrepitude, and all the habitudes of old age;—such a one carries with him the form and aspect of other men, but without the vigour and energy of that reason which his early youth bade him hope to attain. How many men cease to be men, or, at least, cease to enjoy manhood as freely? How many so it appears receive the impressions of the seeds of Syphilitic disease by quaffing the intemperance of which travel out of the ordinary track of bodily ailment, covering the frame with degenerating evidence of its restless nature, and repressing the wholesome stream of life with morbid misery;—sweeping into its vortex the natural mind of disease and unhappiness; undermining domestic harmony; and striking at the very root of human intercourse. [1247,220,1532,320]
paragraph: Messrs. Perry and Co., Surgeons, may be consulted as usual, at 19, Berners-street, Oxford-street, London, and 4, Great Charles-street, Birmingham; Manchester, Taylor, 78, Bridge-street, Manchester; Newcastle, from Manchester, 22, Preston-street, Liverpool. Only two persons in Ireland; Dublin, Bookseller, Dublin; Newry, and Cork, and Lisburn; and in Belfast. Messrs. Perry and Co., Surgeons, may be consulted as usual, at their residence, 19, Berners-street, Oxford-street, London, and 4, Great Charles-street, Birmingham, punctually, from Eleven in the Morning until eight in the Evening, and on Sundays from Eleven till One. Only one personal visit is required from a country patient, to enable Messrs. Perry and Co. to give such advice as will be the means of effecting a permanent and effectual cure, after all other means have proved ineffectual. [1247,665,1532,714]
signer-1: W. J. MILLS [475,663,504,669]
col1-subheading: LETTER XVIII. [169,79,210,86]
bankrupt-entry: John William Dyer, Colchester, plumber, July 17, at half-past eleven, Aug. 18, at eleven, at the Court of Bankruptcy. Solicitors, Messrs. Overton and Hatton, Old Jewry; official assignee, Mr. Johnson, Basinghall-street. [347,369,632,383]
paragraph: CARLISLE.—MEETING OF THE COUNCIL OF THE CARLISLE CHARTIST ASSOCIATION.—On Sunday last, a meeting of the above-named body took place at their room, No. 6, John-street, Caldewgate, Mr. Robert Graham in the chair. After some preliminary business had been disposed of, Mr. O'Connor's letter on the state of the General Defence Fund was read over, which seemed to give very general satisfaction to all present; indeed the only astonishment is that so small a sum has been expended, considering the protracted state of the trials, and the very great innovations and expense to which the parties have been subjected; and more especially when this expense is contrasted with that incurred by the Government in conducting the prosecutions. Mr. John Gilbertson then proposed, and Mr. John Heaney seconded, the following resolution, which was carried unanimously :—"The members of this Council cannot separate without expressing their sincere satisfaction upon examining the balance-sheet of Mr. O'Connor. They cannot sufficiently admire the manner in which the whole business has been conducted; nor can they express sufficiently their thanks to Messrs. Roberts and Kelly for their great and efficient exertions, and their determination, which is very apparently Mr. Roberts, to fight against all the mass of corruption opposed to them." [647,90,932,168]
expense-value: 0 4 6 [622,595,632,601]
benefit-value: 6 0 0 [922,314,932,320]
paragraph: The peculiar advantage of this Society above all others are—that it will procure to Members over and inherit Landed Property—it ensures an Asylum in Old Age, for its Superannuated Members, with protection from the cruel operations of the Inhuman Poor Law—and the combined security of its Members gives union and Benefit at Sickness. [347,908,632,929]
divider [1025,562,1153,563]
receipt-label: Private Subscriptions [347,576,389,582]
expense-value: 0 10 0 [619,614,632,620]
divider [1025,469,1153,470]
benefit-label: In Sickness ......... per Week [647,177,702,183]
benefit-label: Member's Funeral [647,184,683,190]
publication-note: Just Published, price 2s. 6d., and sent free, "enclosed in a sealed envelope," on receipt of a Post-office Order for 3s. 6d. [647,487,882,493]
paragraph: good. When our minds can be well assured that this is the case, depend on it we shall enjoy a calm and peaceful serenity that cannot be disturbed by all the envy, hatred, or malice of the world; and we shall be rapidly approaching that greatest of all power, the power of doing good. [347,66,632,87]
benefit-label: Loss by Fire [647,269,672,275]
receipt-value: 0 17 0 [619,576,632,582]
page-number: 2 [52,28,60,44]
divider [657,483,922,484]
paragraph: Weekly meetings (for the admission of members) every Tuesday Evening at Eight o'Clock. Members can enroll their Passes at the Society House any day, and at any time. [647,426,932,440]
balance-sheet-heading: BALANCE SHEET OF THE CITY LONDON VICTIM COMMITTEE. [403,509,576,516]
observe-line: Observe, none are genuine without the signature of [1334,479,1445,486]
letter-date: London, near Nottingham, Dec. 12, 1844. [1141,395,1232,402]
bankrupt-entry: James William Slater, Oxford, bookseller, July 11, and High-holborn, gun-maker, July 21, at two, Aug 19, at eleven, at the Court of Bankruptcy. Solicitors, Messrs. Burrow, Wilkinson, and Satchell, Queen-street, Cheapside; official assignee, Mr. Groom, Abchurch-lane. [347,299,632,320]
benefit-value: 0 3 0 [922,419,932,425]
paragraph: Persons residing in the Country are eligible to become members, on transmitting a Medical Certificate of good health, and Recommendation, signed by two Housekeepers, to the Secretary. [647,457,932,471]
receipt-value: 0 6 0 [622,550,632,556]
bankrupt-entry: Thomas Parker, John Parker, John Marsden, William Abbott, Jonkes Benson, Joseph Ball, Thomas Chadwick, Abram Ensley, Robert Coates, John Musgrave, Joseph Wooler, Thomas Fallon. John Shaw, and George Rushton, Leeds, flax-spinners, July 23, at eleven, at the Bankrupts' District Court, Leeds. Solicitor, Mr. Bond, Leeds; official assignee, Mr. Fearne, Leeds. [347,401,632,422]
receipt-label: Bermondsey Park [347,569,382,575]
benefit-value: 8 0 0 [922,276,932,282]
paragraph: ON SUNDAY EVENING, a large and respectable audience assembled in the commodious meeting room, Hillgate. Mr. J. Clarke was chosen to preside. After the chairman had read Mr. O'Connor's letter from the Bankruptcy Solicitor, accepted and according to Jewry; official assignee, Mr. Belcher. [347,737,632,758]
